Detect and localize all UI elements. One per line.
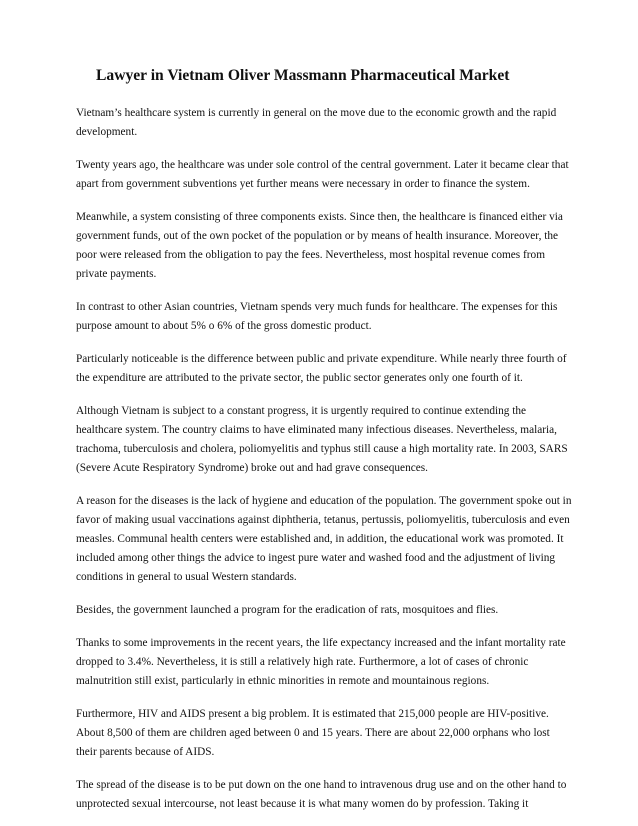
paragraph-eradication-program: Besides, the government launched a program for the eradication of rats, mosquitoes and flies. bbox=[76, 604, 499, 616]
paragraph-financing-components: Meanwhile, a system consisting of three components exists. Since then, the healthcare is financed either via government funds, out of the own pocket of the population or by means of health insurance. Moreover, the poor were released from the obligation to pay the fees. Nevertheless, most hospital revenue comes from private payments. bbox=[76, 211, 563, 280]
paragraph-diseases: Although Vietnam is subject to a constant progress, it is urgently required to continue extending the healthcare system. The country claims to have eliminated many infectious diseases. Nevertheless, malaria, trachoma, tuberculosis and cholera, poliomyelitis and typhus still cause a high mortality rate. In 2003, SARS (Severe Acute Respiratory Syndrome) broke out and had grave consequences. bbox=[76, 405, 568, 474]
paragraph-public-private: Particularly noticeable is the difference between public and private expenditure. While nearly three fourth of the expenditure are attributed to the private sector, the public sector generates only one fourth of it. bbox=[76, 353, 567, 384]
document-title: Lawyer in Vietnam Oliver Massmann Pharmaceutical Market bbox=[96, 67, 510, 84]
paragraph-healthcare-intro: Vietnam’s healthcare system is currently in general on the move due to the economic growth and the rapid development. bbox=[76, 107, 557, 138]
paragraph-spending: In contrast to other Asian countries, Vietnam spends very much funds for healthcare. The expenses for this purpose amount to about 5% o 6% of the gross domestic product. bbox=[76, 301, 558, 332]
paragraph-life-expectancy: Thanks to some improvements in the recent years, the life expectancy increased and the infant mortality rate dropped to 3.4%. Nevertheless, it is still a relatively high rate. Furthermore, a lot of cases of chronic malnutrition still exist, particularly in ethnic minorities in remote and mountainous regions. bbox=[76, 637, 566, 687]
paragraph-history: Twenty years ago, the healthcare was under sole control of the central government. Later it became clear that apart from government subventions yet further means were necessary in order to finance the system. bbox=[76, 159, 569, 190]
paragraph-hiv-aids: Furthermore, HIV and AIDS present a big problem. It is estimated that 215,000 people are HIV-positive. About 8,500 of them are children aged between 0 and 15 years. There are about 22,000 orphans who lost their parents because of AIDS. bbox=[76, 708, 550, 758]
paragraph-disease-spread: The spread of the disease is to be put down on the one hand to intravenous drug use and on the other hand to unprotected sexual intercourse, not least because it is what many women do by profession. Taking it bbox=[76, 779, 567, 810]
paragraph-hygiene-education: A reason for the diseases is the lack of hygiene and education of the population. The government spoke out in favor of making usual vaccinations against diphtheria, tetanus, pertussis, poliomyelitis, tuberculosis and even measles. Communal health centers were established and, in addition, the educational work was promoted. It included among other things the advice to ingest pure water and washed food and the adjustment of living conditions in general to usual Western standards. bbox=[76, 495, 572, 583]
